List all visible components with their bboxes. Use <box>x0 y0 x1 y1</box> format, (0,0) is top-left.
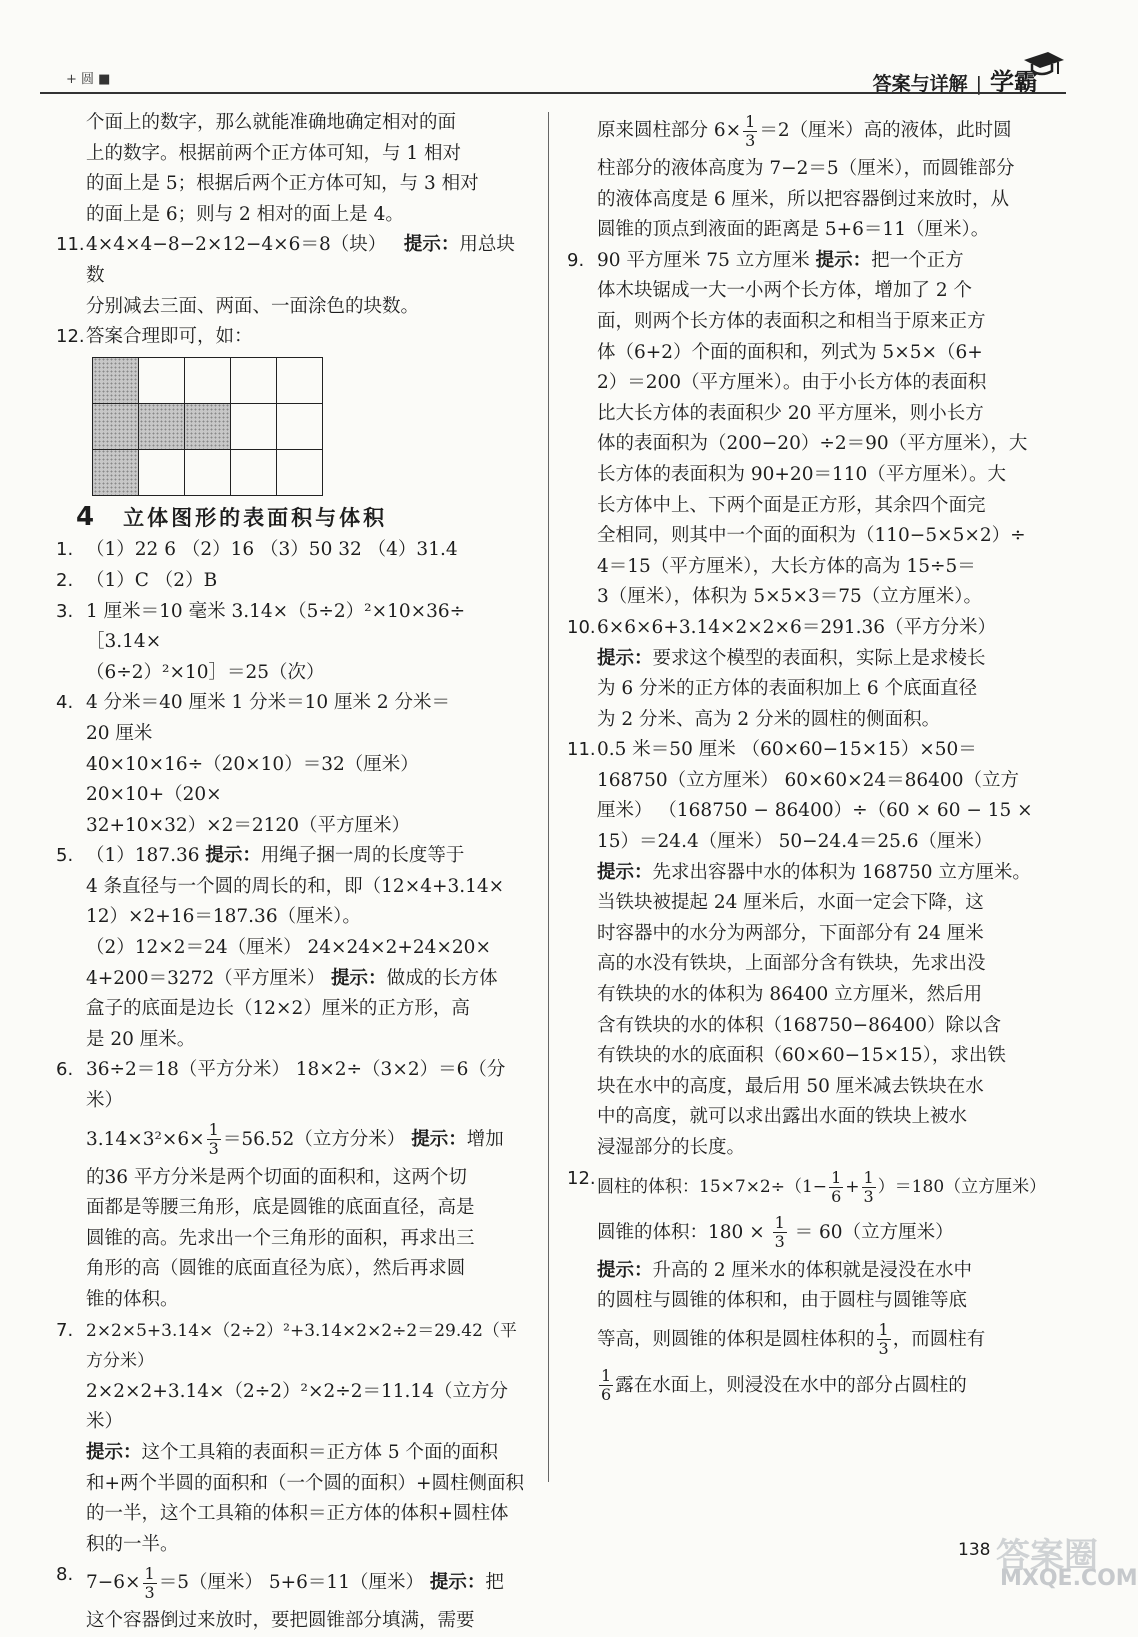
text-line: 36÷2＝18（平方分米） 18×2÷（3×2）＝6（分米） <box>86 1059 506 1112</box>
text: 增加 <box>466 1128 504 1150</box>
hint-label: 提示： <box>597 861 653 883</box>
text: 把 <box>485 1572 504 1594</box>
text: 3.14×3²×6× <box>86 1128 205 1150</box>
text-line: 的面上是 5；根据后两个正方体可知，与 3 相对 <box>86 173 479 195</box>
section-number: 4 <box>76 501 98 532</box>
text-line: 体的表面积为（200−20）÷2＝90（平方厘米），大 <box>597 433 1028 455</box>
section-title <box>76 502 532 534</box>
hint-label: 提示： <box>403 234 460 256</box>
numerator: 1 <box>831 1167 842 1187</box>
answer-1 <box>56 535 532 566</box>
text: ，而圆柱有 <box>892 1328 986 1350</box>
answer-3 <box>56 597 532 689</box>
answer-8-continuation <box>567 108 1047 246</box>
text-line: 0.5 米＝50 厘米 （60×60−15×15）×50＝ <box>597 739 977 761</box>
text: + <box>845 1176 860 1197</box>
text: 等高，则圆锥的体积是圆柱体积的 <box>597 1328 875 1350</box>
text-line: 个面上的数字，那么就能准确地确定相对的面 <box>86 112 457 133</box>
fraction <box>207 1121 221 1158</box>
text-line: 的36 平方分米是两个切面的面积和，这两个切 <box>86 1166 467 1188</box>
grid-cell-shaded <box>185 403 231 449</box>
fraction <box>877 1321 891 1358</box>
numerator: 1 <box>208 1120 219 1140</box>
text-line: 比大长方体的表面积少 20 平方厘米，则小长方 <box>597 402 984 424</box>
text-line: 体（6+2）个面的面积和，列式为 5×5×（6+ <box>597 341 983 363</box>
fraction <box>599 1367 613 1404</box>
text-line: 4＝15（平方厘米），大长方体的高为 15÷5＝ <box>597 555 976 577</box>
text-line: 答案合理即可，如： <box>86 326 253 348</box>
text-line: 168750（立方厘米） 60×60×24＝86400（立方 <box>597 769 1019 791</box>
left-column <box>56 108 532 1637</box>
hint-label: 提示： <box>597 1259 653 1281</box>
text-line: （6÷2）²×10］＝25（次） <box>86 661 325 683</box>
text-line: 的面上是 6；则与 2 相对的面上是 4。 <box>86 203 404 225</box>
answer-number: 2. <box>56 569 74 591</box>
page-number: 138 <box>958 1540 991 1560</box>
text: 用总块数 <box>86 234 515 286</box>
text: 这个工具箱的表面积＝正方体 5 个面的面积 <box>141 1441 499 1463</box>
text-line: 3（厘米），体积为 5×5×3＝75（立方厘米）。 <box>597 586 983 608</box>
text: ＝ 60（立方厘米） <box>788 1221 954 1243</box>
text: 用绳子捆一周的长度等于 <box>260 845 465 867</box>
denominator: 6 <box>601 1385 612 1405</box>
header-separator: | <box>975 73 982 95</box>
text-line: 12）×2+16＝187.36（厘米）。 <box>86 906 361 928</box>
text-line: 为 6 分米的正方体的表面积加上 6 个底面直径 <box>597 678 978 700</box>
text: ）＝180（立方厘米） <box>877 1176 1047 1197</box>
answer-number: 12. <box>56 326 85 348</box>
text: 做成的长方体 <box>386 967 498 989</box>
answer-number: 5. <box>56 845 74 867</box>
text-line: 厘米） （168750 − 86400）÷（60 × 60 − 15 × <box>597 800 1033 822</box>
text-line: 锥的体积。 <box>86 1289 179 1310</box>
text-line: 盒子的底面是边长（12×2）厘米的正方形，高 <box>86 998 470 1020</box>
header-rule <box>40 92 1066 94</box>
text-line: 15）＝24.4（厘米） 50−24.4＝25.6（厘米） <box>597 831 993 853</box>
text: 先求出容器中水的体积为 168750 立方厘米。 <box>652 861 1031 883</box>
section-title-text: 立体图形的表面积与体积 <box>123 505 388 530</box>
answer-number: 9. <box>567 249 585 271</box>
answer-7 <box>56 1316 532 1561</box>
grid-cell <box>231 357 277 403</box>
graduation-cap-icon <box>1022 50 1066 80</box>
answer-12-right <box>567 1164 1047 1409</box>
text-line: 1 厘米＝10 毫米 3.14×（5÷2）²×10×36÷［3.14× <box>86 600 466 653</box>
answer-12 <box>56 322 532 353</box>
grid-cell <box>185 357 231 403</box>
answer-11-right <box>567 735 1047 1163</box>
fraction <box>829 1169 843 1206</box>
text: 把一个正方 <box>871 249 964 271</box>
text-line: 2×2×2+3.14×（2÷2）²×2÷2＝11.14（立方分米） <box>86 1380 508 1433</box>
text: 要求这个模型的表面积，实际上是求棱长 <box>652 647 986 669</box>
text-line: 角形的高（圆锥的底面直径为底），然后再求圆 <box>86 1258 466 1280</box>
answer-9 <box>567 246 1047 613</box>
grid-cell <box>231 403 277 449</box>
hint-label: 提示： <box>411 1128 467 1150</box>
text-line: 柱部分的液体高度为 7−2＝5（厘米），而圆锥部分 <box>597 158 1015 179</box>
text-line: 20 厘米 <box>86 722 153 744</box>
prev-answer-continuation <box>56 108 532 230</box>
header-section-title: 答案与详解 <box>872 73 968 95</box>
hint-label: 提示： <box>597 647 653 669</box>
text-line: 40×10×16÷（20×10）＝32（厘米） 20×10+（20× <box>86 753 419 806</box>
text-line: 分别减去三面、两面、一面涂色的块数。 <box>86 295 420 317</box>
text-line: 时容器中的水分为两部分，下面部分有 24 厘米 <box>597 922 984 944</box>
example-grid <box>92 357 323 496</box>
text: 4+200＝3272（平方厘米） <box>86 967 332 989</box>
text-line: 2）＝200（平方厘米）。由于小长方体的表面积 <box>597 372 987 394</box>
hint-label: 提示： <box>815 249 872 271</box>
text-line: 全相同，则其中一个面的面积为（110−5×5×2）÷ <box>597 525 1026 547</box>
answer-8 <box>56 1560 532 1637</box>
text-line: （1）C （2）B <box>86 569 218 591</box>
text: 升高的 2 厘米水的体积就是浸没在水中 <box>652 1259 973 1281</box>
fraction <box>862 1169 876 1206</box>
text-line: 的液体高度是 6 厘米，所以把容器倒过来放时，从 <box>597 188 1010 210</box>
hint-label: 提示： <box>86 1441 142 1463</box>
grid-cell <box>277 449 323 495</box>
text-line: 圆锥的高。先求出一个三角形的面积，再求出三 <box>86 1227 475 1249</box>
answer-11 <box>56 230 532 322</box>
text-line: 高的水没有铁块，上面部分含有铁块，先求出没 <box>597 953 986 975</box>
text-line: 的圆柱与圆锥的体积和，由于圆柱与圆锥等底 <box>597 1290 968 1312</box>
grid-cell <box>139 357 185 403</box>
numerator: 1 <box>774 1213 785 1233</box>
text-line: 中的高度，就可以求出露出水面的铁块上被水 <box>597 1106 968 1128</box>
text-line: 面，则两个长方体的表面积之和相当于原来正方 <box>597 310 986 332</box>
text-line: 积的一半。 <box>86 1533 179 1555</box>
answer-2 <box>56 566 532 597</box>
text-line: 是 20 厘米。 <box>86 1028 196 1050</box>
header-left-mark: + 圆 ■ <box>66 72 111 87</box>
text-line: 长方体中上、下两个面是正方形，其余四个面完 <box>597 494 986 516</box>
numerator: 1 <box>863 1167 874 1187</box>
text-line: 长方体的表面积为 90+20＝110（平方厘米）。大 <box>597 463 1007 485</box>
text-line: 面都是等腰三角形，底是圆锥的底面直径，高是 <box>86 1197 475 1219</box>
text-line: 浸湿部分的长度。 <box>597 1137 746 1158</box>
page-header <box>40 58 1066 96</box>
fraction <box>143 1565 157 1602</box>
grid-cell-shaded <box>93 403 139 449</box>
text-line: 4 条直径与一个圆的周长的和，即（12×4+3.14× <box>86 875 505 897</box>
denominator: 3 <box>878 1339 889 1359</box>
grid-cell <box>277 403 323 449</box>
answer-number: 3. <box>56 600 74 622</box>
numerator: 1 <box>144 1563 155 1583</box>
answer-number: 12. <box>567 1167 596 1189</box>
text-line: 圆锥的顶点到液面的距离是 5+6＝11（厘米）。 <box>597 219 990 241</box>
text: ＝2（厘米）高的液体，此时圆 <box>759 120 1012 141</box>
fraction <box>773 1214 787 1251</box>
grid-cell-shaded <box>93 449 139 495</box>
numerator: 1 <box>878 1320 889 1340</box>
denominator: 3 <box>863 1186 874 1206</box>
denominator: 3 <box>208 1139 219 1159</box>
right-column <box>567 108 1047 1409</box>
hint-label: 提示： <box>331 967 387 989</box>
hint-label: 提示： <box>205 845 261 867</box>
answer-number: 4. <box>56 692 74 714</box>
answer-number: 10. <box>567 616 596 638</box>
answer-4 <box>56 688 532 841</box>
text-line: 4 分米＝40 厘米 1 分米＝10 厘米 2 分米＝ <box>86 692 451 714</box>
answer-5 <box>56 841 532 1055</box>
text: 圆锥的体积：180 × <box>597 1221 771 1243</box>
denominator: 3 <box>745 130 756 150</box>
fraction <box>743 113 757 150</box>
text: 原来圆柱部分 6× <box>597 120 742 141</box>
text: 90 平方厘米 75 立方厘米 <box>597 249 816 271</box>
watermark-logo: 答案圈 <box>996 1536 1098 1576</box>
grid-cell <box>231 449 277 495</box>
grid-cell <box>185 449 231 495</box>
answer-10 <box>567 613 1047 735</box>
text-line: 这个容器倒过来放时，要把圆锥部分填满，需要 <box>86 1610 475 1632</box>
text: ＝5（厘米） 5+6＝11（厘米） <box>158 1572 430 1594</box>
answer-number: 11. <box>567 739 596 761</box>
text-line: 块在水中的高度，最后用 50 厘米减去铁块在水 <box>597 1075 984 1097</box>
text: 7−6× <box>86 1572 141 1594</box>
text: 露在水面上，则浸没在水中的部分占圆柱的 <box>615 1374 967 1396</box>
grid-cell <box>139 449 185 495</box>
answer-number: 1. <box>56 539 74 561</box>
text-line: 有铁块的水的体积为 86400 立方厘米，然后用 <box>597 984 983 1006</box>
numerator: 1 <box>745 111 756 131</box>
grid-cell-shaded <box>139 403 185 449</box>
text-line: 的一半，这个工具箱的体积＝正方体的体积+圆柱体 <box>86 1503 509 1525</box>
numerator: 1 <box>601 1366 612 1386</box>
grid-cell <box>277 357 323 403</box>
text: 圆柱的体积：15×7×2÷（1− <box>597 1176 828 1197</box>
grid-cell-shaded <box>93 357 139 403</box>
text-line: 有铁块的水的底面积（60×60−15×15），求出铁 <box>597 1045 1006 1067</box>
text-line: 和+两个半圆的面积和（一个圆的面积）+圆柱侧面积 <box>86 1472 525 1494</box>
text-line: （1）22 6 （2）16 （3）50 32 （4）31.4 <box>86 539 458 561</box>
answer-number: 7. <box>56 1319 74 1341</box>
text: ＝56.52（立方分米） <box>222 1128 412 1150</box>
text-line: 2×2×5+3.14×（2÷2）²+3.14×2×2÷2＝29.42（平方分米） <box>86 1320 517 1372</box>
answer-number: 6. <box>56 1059 74 1081</box>
answer-6 <box>56 1055 532 1315</box>
watermark-url: MXQE.COM <box>1000 1566 1138 1591</box>
text-line: 体木块锯成一大一小两个长方体，增加了 2 个 <box>597 280 973 302</box>
column-divider <box>548 112 549 1482</box>
header-brand: 学霸 <box>990 68 1038 96</box>
text-line: 当铁块被提起 24 厘米后，水面一定会下降，这 <box>597 892 984 914</box>
hint-label: 提示： <box>429 1572 486 1594</box>
text: （1）187.36 <box>86 845 206 867</box>
text-line: 上的数字。根据前两个正方体可知，与 1 相对 <box>86 142 462 164</box>
text-line: 为 2 分米、高为 2 分米的圆柱的侧面积。 <box>597 708 941 730</box>
text-line: 6×6×6+3.14×2×2×6＝291.36（平方分米） <box>597 616 997 638</box>
denominator: 6 <box>831 1186 842 1206</box>
text-line: 含有铁块的水的体积（168750−86400）除以含 <box>597 1014 1001 1036</box>
denominator: 3 <box>144 1582 155 1602</box>
answer-number: 11. <box>56 234 85 256</box>
text-line: （2）12×2＝24（厘米） 24×24×2+24×20× <box>86 937 491 959</box>
answer-number: 8. <box>56 1564 74 1586</box>
denominator: 3 <box>774 1232 785 1252</box>
text-line: 32+10×32）×2＝2120（平方厘米） <box>86 814 410 836</box>
text: 4×4×4−8−2×12−4×6＝8（块） <box>86 234 387 256</box>
